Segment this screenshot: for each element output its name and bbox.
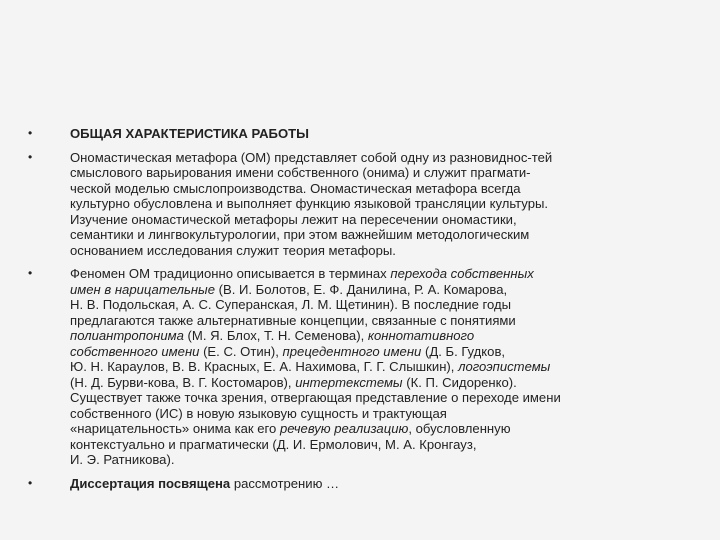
text-line (70, 437, 688, 453)
bullet-text (70, 266, 688, 468)
text-line (70, 359, 688, 375)
text-line (70, 328, 688, 344)
text-span: (Н. Д. Бурви-кова, В. Г. Костомаров), (70, 374, 296, 390)
text-line (70, 282, 688, 298)
text-span: культурно обусловлена и выполняет функцию языковой трансляции культуры. (70, 196, 549, 211)
text-span: Ономастическая метафора (ОМ) представляет собой одну из разновиднос-тей (70, 149, 553, 165)
bold-text: Диссертация посвящена (70, 475, 231, 491)
bullet-list (28, 126, 688, 491)
bullet-item (28, 476, 688, 492)
text-line (70, 406, 688, 422)
text-line (70, 297, 688, 313)
text-line (70, 181, 688, 197)
italic-text: коннотативного (367, 328, 475, 343)
text-span: Изучение ономастической метафоры лежит на пересечении ономастики, (70, 211, 517, 227)
italic-text: интертекстемы (295, 374, 403, 390)
bullet-item (28, 150, 688, 259)
text-span: предлагаются также альтернативные концепции, связанные с понятиями (70, 312, 516, 328)
text-line (70, 243, 688, 259)
text-span: И. Э. Ратникова). (70, 452, 175, 467)
bullet-marker: • (28, 126, 33, 140)
italic-text: прецедентного имени (282, 343, 422, 359)
text-line (70, 313, 688, 329)
text-line (70, 196, 688, 212)
text-span: , обусловленную (408, 421, 511, 436)
text-span: (М. Я. Блох, Т. Н. Семенова), (183, 328, 368, 343)
text-span: собственного (ИС) в новую языковую сущность и трактующая (70, 405, 447, 421)
text-span: смыслового варьирования имени собственного (онима) и служит прагмати- (70, 165, 531, 180)
text-line (70, 390, 688, 406)
text-span: (В. И. Болотов, Е. Ф. Данилина, Р. А. Комарова, (214, 281, 508, 297)
text-line (70, 165, 688, 181)
text-line (70, 421, 688, 437)
italic-text: полиантропонима (70, 328, 184, 343)
bullet-marker: • (28, 266, 33, 280)
bullet-item (28, 266, 688, 468)
text-line (70, 452, 688, 468)
text-span: Н. В. Подольская, А. С. Суперанская, Л. М. Щетинин). В последние годы (70, 297, 512, 312)
italic-text: имен в нарицательные (70, 281, 215, 297)
text-span: (Д. Б. Гудков, (421, 343, 506, 359)
bullet-text (70, 126, 688, 142)
text-span: рассмотрению … (230, 475, 340, 491)
italic-text: речевую реализацию (279, 421, 409, 436)
text-span: (К. П. Сидоренко). (402, 374, 517, 390)
italic-text: логоэпистемы (458, 359, 551, 374)
italic-text: перехода собственных (390, 266, 534, 281)
text-line (70, 375, 688, 391)
text-span: «нарицательность» онима как его (70, 421, 280, 436)
text-span: ческой моделью смыслопроизводства. Ономастическая метафора всегда (70, 180, 521, 196)
text-line (70, 266, 688, 282)
text-line (70, 150, 688, 166)
bullet-text (70, 476, 688, 492)
bold-text: ОБЩАЯ ХАРАКТЕРИСТИКА РАБОТЫ (70, 126, 309, 141)
bullet-item (28, 126, 688, 142)
text-line (70, 227, 688, 243)
bullet-text (70, 150, 688, 259)
text-span: контекстуально и прагматически (Д. И. Ермолович, М. А. Кронгауз, (70, 436, 477, 452)
text-span: семантики и лингвокультурологии, при этом важнейшим методологическим (70, 227, 530, 242)
text-span: основанием исследования служит теория метафоры. (70, 242, 396, 258)
italic-text: собственного имени (70, 343, 200, 359)
text-span: Феномен ОМ традиционно описывается в терминах (70, 266, 391, 281)
text-line (70, 212, 688, 228)
bullet-marker: • (28, 149, 33, 164)
text-span: Существует также точка зрения, отвергающая представление о переходе имени (70, 390, 561, 405)
text-line (70, 126, 688, 142)
text-line (70, 476, 688, 492)
bullet-marker: • (28, 475, 33, 490)
text-span: (Е. С. Отин), (199, 343, 283, 359)
text-line (70, 344, 688, 360)
text-span: Ю. Н. Караулов, В. В. Красных, Е. А. Нахимова, Г. Г. Слышкин), (70, 359, 459, 374)
